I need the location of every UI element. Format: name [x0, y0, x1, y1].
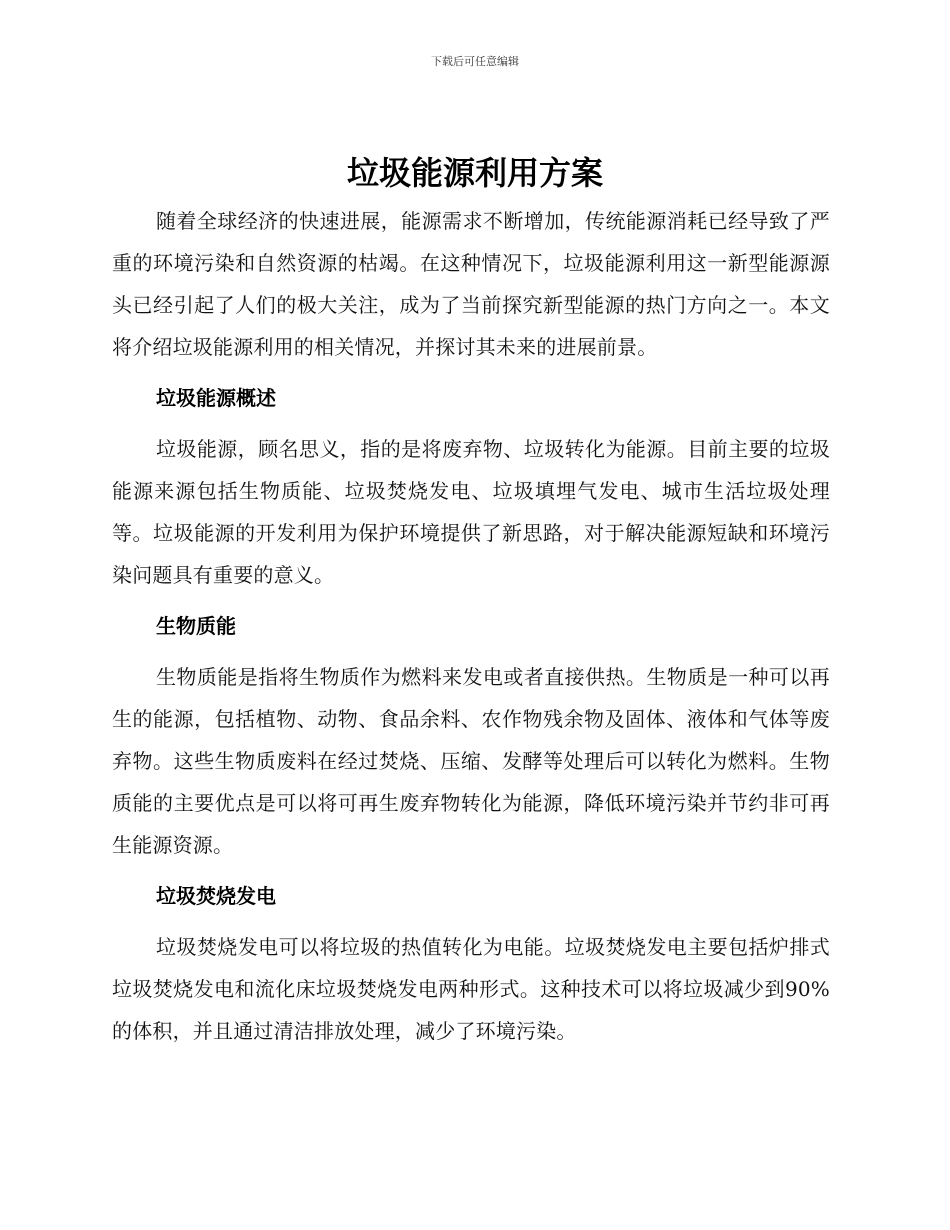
- section-heading-overview: 垃圾能源概述: [156, 386, 276, 410]
- intro-paragraph: 随着全球经济的快速进展，能源需求不断增加，传统能源消耗已经导致了严重的环境污染和自然资源的枯竭。在这种情况下，垃圾能源利用这一新型能源源头已经引起了人们的极大关注，成为了当前探究新型能源的热门方向之一。本文将介绍垃圾能源利用的相关情况，并探讨其未来的进展前景。: [112, 209, 830, 359]
- section-paragraph-biomass: 生物质能是指将生物质作为燃料来发电或者直接供热。生物质是一种可以再生的能源，包括植物、动物、食品余料、农作物残余物及固体、液体和气体等废弃物。这些生物质废料在经过焚烧、压缩、发酵等处理后可以转化为燃料。生物质能的主要优点是可以将可再生废弃物转化为能源，降低环境污染并节约非可再生能源资源。: [112, 665, 830, 857]
- section-heading-incineration: 垃圾焚烧发电: [156, 884, 276, 908]
- section-heading-biomass: 生物质能: [156, 614, 236, 638]
- document-body: [112, 200, 830, 1052]
- section-paragraph-overview: 垃圾能源，顾名思义，指的是将废弃物、垃圾转化为能源。目前主要的垃圾能源来源包括生物质能、垃圾焚烧发电、垃圾填埋气发电、城市生活垃圾处理等。垃圾能源的开发利用为保护环境提供了新思路，对于解决能源短缺和环境污染问题具有重要的意义。: [112, 437, 830, 587]
- section-paragraph-incineration: 垃圾焚烧发电可以将垃圾的热值转化为电能。垃圾焚烧发电主要包括炉排式垃圾焚烧发电和流化床垃圾焚烧发电两种形式。这种技术可以将垃圾减少到90%的体积，并且通过清洁排放处理，减少了环境污染。: [112, 935, 830, 1043]
- document-title: 垃圾能源利用方案: [346, 154, 603, 192]
- header-note: 下载后可任意编辑: [431, 55, 519, 68]
